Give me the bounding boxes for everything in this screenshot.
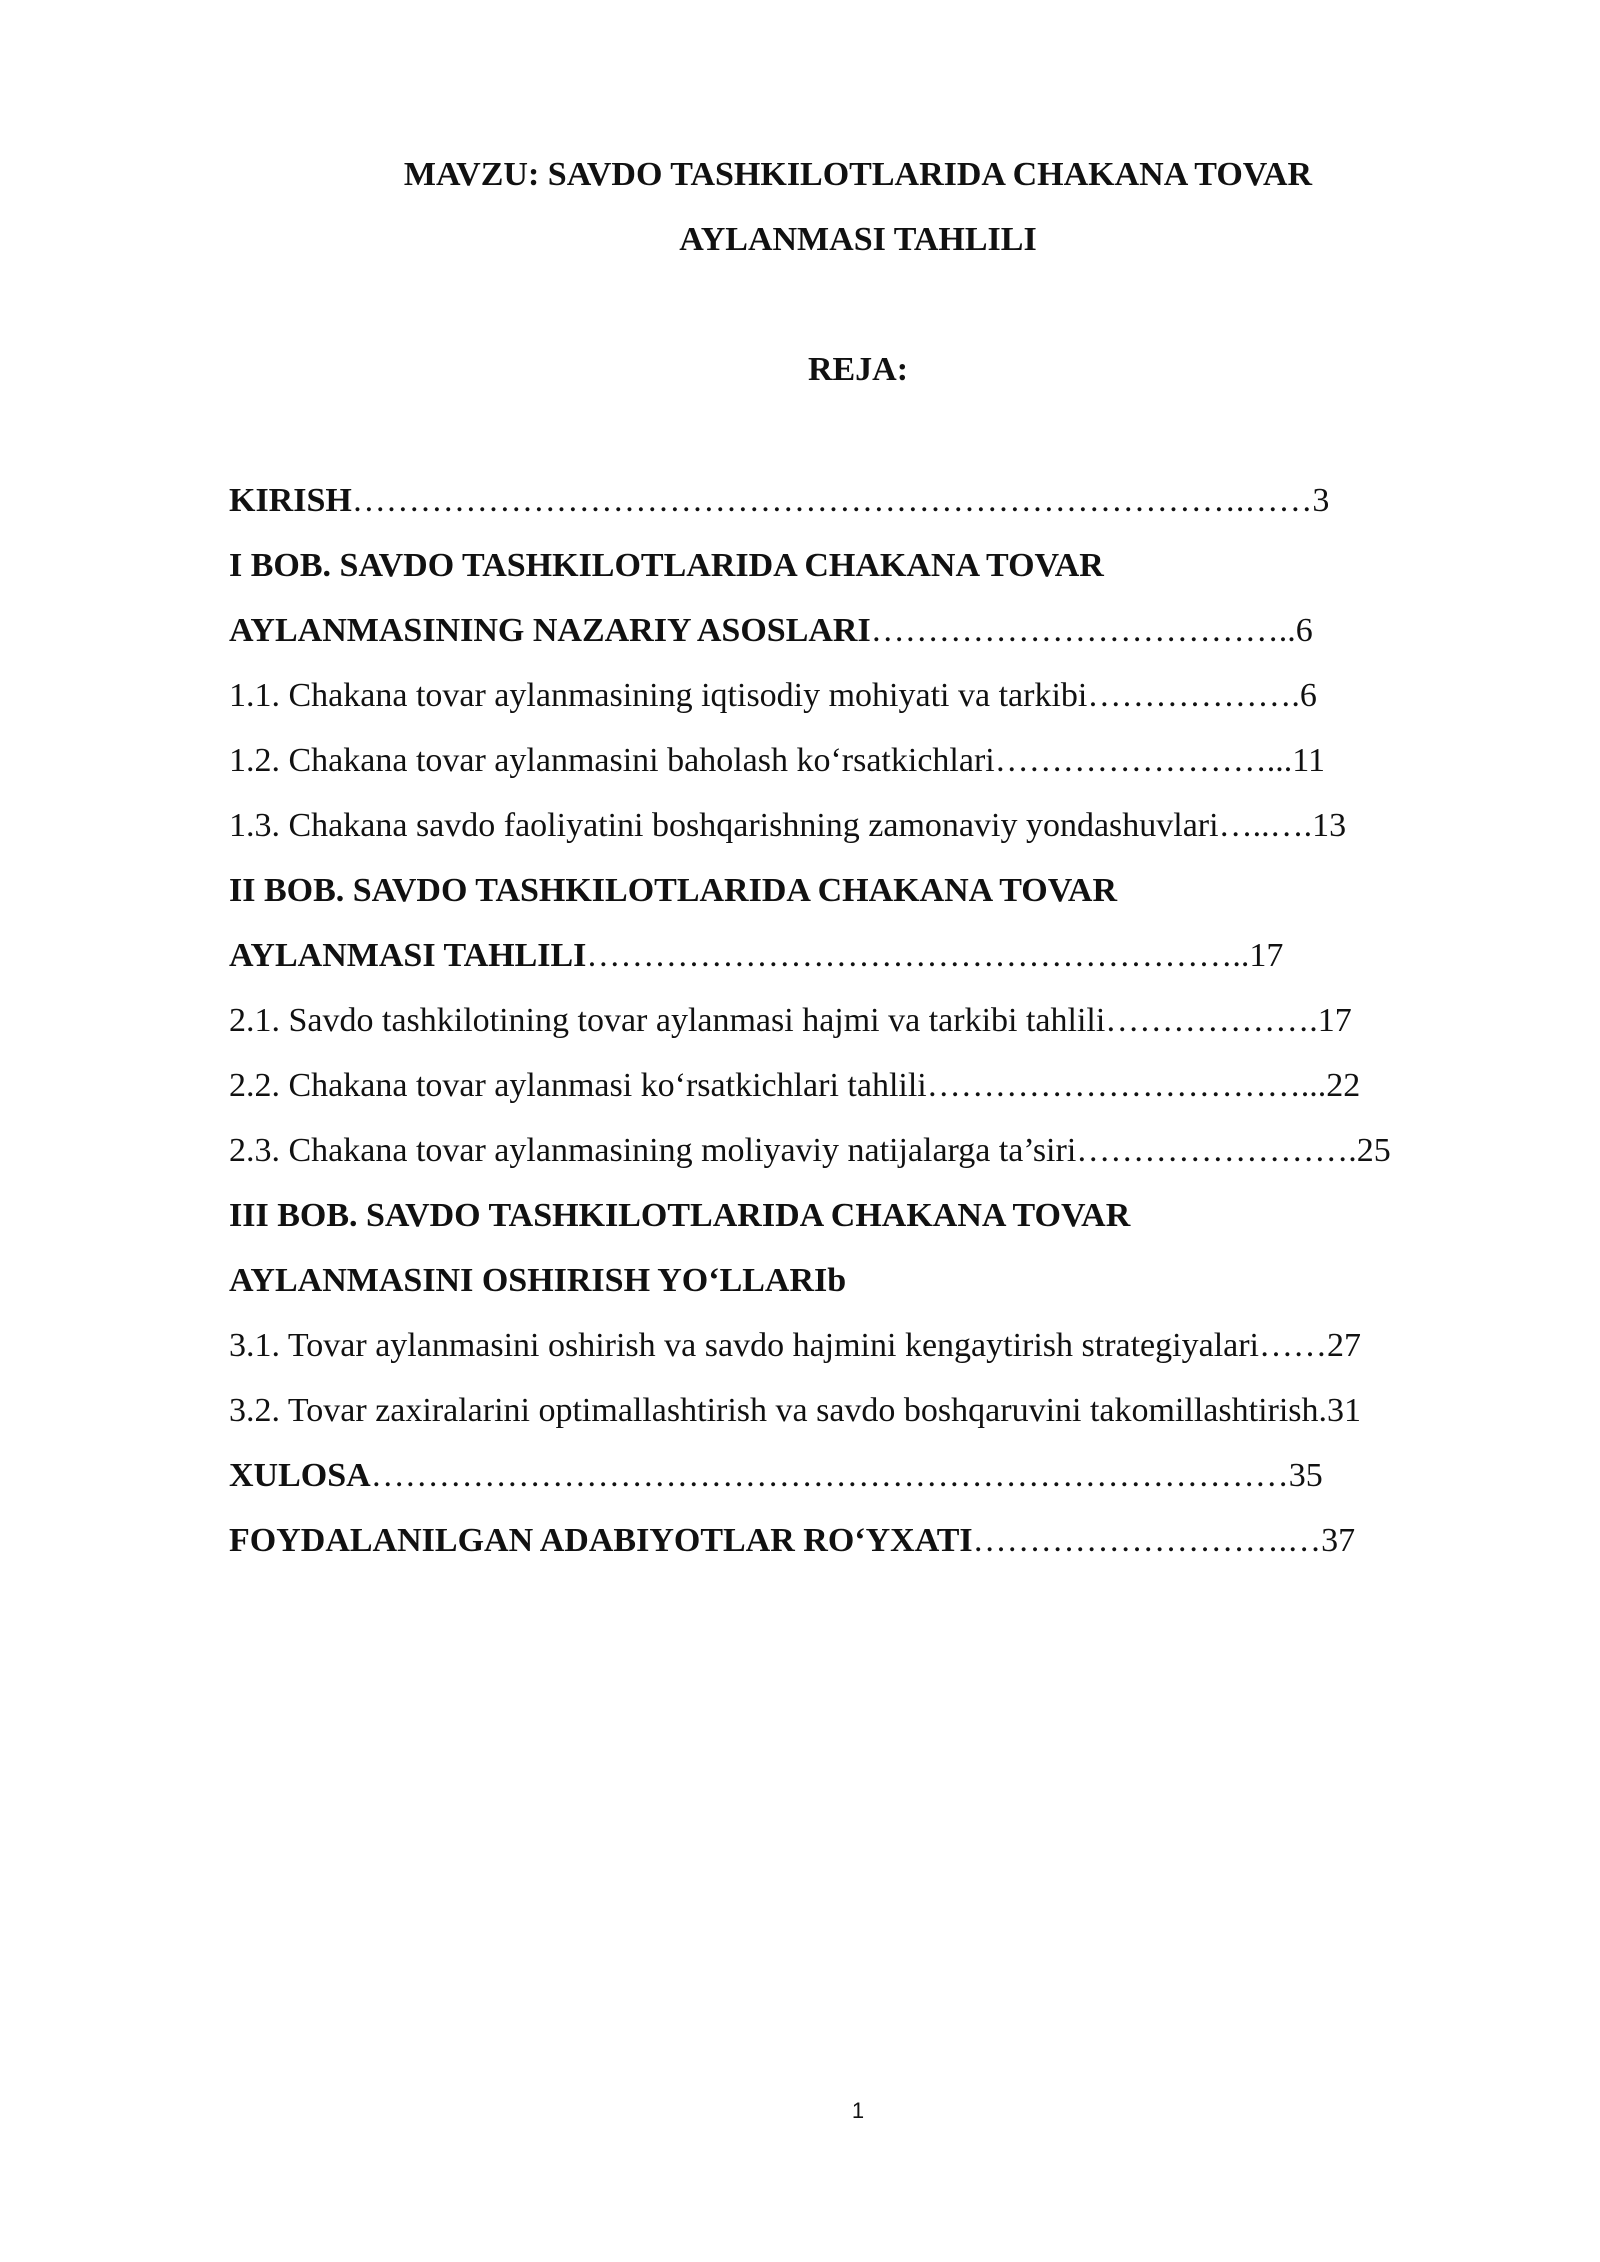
toc-entry-leader-dots: ……………………... — [994, 742, 1293, 779]
toc-entry[interactable] — [229, 738, 1489, 803]
toc-entry[interactable] — [229, 1193, 1489, 1258]
toc-entry[interactable] — [229, 868, 1489, 933]
toc-entry[interactable] — [229, 543, 1489, 608]
document-title-line-1: MAVZU: SAVDO TASHKILOTLARIDA CHAKANA TOVAR — [403, 156, 1313, 193]
toc-entry-page: 17 — [1249, 937, 1284, 974]
toc-entry-text: II BOB. SAVDO TASHKILOTLARIDA CHAKANA TOVAR — [229, 872, 1118, 909]
toc-entry-page: 11 — [1292, 742, 1325, 779]
toc-entry-leader-dots: ………………. — [1087, 677, 1300, 714]
toc-entry-page: 35 — [1288, 1457, 1323, 1494]
toc-entry-page: 31 — [1327, 1392, 1362, 1429]
toc-entry-page: 3 — [1312, 482, 1330, 519]
page-number: 1 — [851, 2098, 865, 2123]
toc-entry[interactable] — [229, 1258, 1489, 1323]
toc-entry[interactable] — [229, 1063, 1489, 1128]
toc-entry-text: 3.2. Tovar zaxiralarini optimallashtirish va savdo boshqaruvini takomillashtirish. — [229, 1392, 1328, 1429]
toc-entry-text: 3.1. Tovar aylanmasini oshirish va savdo hajmini kengaytirish strategiyalari — [229, 1327, 1259, 1364]
toc-entry[interactable] — [229, 1388, 1489, 1453]
toc-entry-page: 27 — [1327, 1327, 1361, 1364]
toc-entry-text: AYLANMASINING NAZARIY ASOSLARI — [229, 612, 871, 649]
toc-entry-page: 6 — [1299, 677, 1317, 714]
toc-entry-leader-dots: …..…. — [1218, 807, 1313, 844]
toc-entry-text: XULOSA — [229, 1457, 371, 1494]
toc-entry[interactable] — [229, 1323, 1489, 1388]
toc-entry-leader-dots: ………………. — [1105, 1002, 1318, 1039]
toc-entry-page: 13 — [1312, 807, 1347, 844]
toc-entry-leader-dots: ……………………. — [1076, 1132, 1357, 1169]
toc-entry[interactable] — [229, 1453, 1489, 1518]
toc-entry-text: 1.3. Chakana savdo faoliyatini boshqarishning zamonaviy yondashuvlari — [229, 807, 1219, 844]
toc-entry[interactable] — [229, 1128, 1489, 1193]
toc-entry-leader-dots: ………………………………………………….. — [586, 937, 1250, 974]
toc-entry-text: 1.2. Chakana tovar aylanmasini baholash ko‘rsatkichlari — [229, 742, 995, 779]
toc-entry-leader-dots: ……………………………... — [926, 1067, 1327, 1104]
toc-entry[interactable] — [229, 998, 1489, 1063]
toc-entry-text: III BOB. SAVDO TASHKILOTLARIDA CHAKANA TOVAR — [229, 1197, 1131, 1234]
toc-entry[interactable] — [229, 673, 1489, 738]
toc-entry-text: AYLANMASI TAHLILI — [229, 937, 587, 974]
toc-entry-leader-dots: ……………………………….. — [870, 612, 1296, 649]
document-title-line-2: AYLANMASI TAHLILI — [679, 221, 1037, 258]
toc-entry-text: 2.2. Chakana tovar aylanmasi ko‘rsatkichlari tahlili — [229, 1067, 927, 1104]
toc-entry[interactable] — [229, 478, 1489, 543]
toc-entry-text: 2.1. Savdo tashkilotining tovar aylanmasi hajmi va tarkibi tahlili — [229, 1002, 1106, 1039]
toc-entry-text: FOYDALANILGAN ADABIYOTLAR RO‘YXATI — [229, 1522, 973, 1559]
toc-entry[interactable] — [229, 608, 1489, 673]
toc-entry-page: 6 — [1295, 612, 1313, 649]
toc-entry-leader-dots: …… — [1259, 1327, 1327, 1364]
toc-entry-text: 2.3. Chakana tovar aylanmasining moliyaviy natijalarga ta’siri — [229, 1132, 1077, 1169]
toc-entry[interactable] — [229, 933, 1489, 998]
toc-entry-leader-dots: …………………………………………………………………….…… — [351, 482, 1313, 519]
toc-entry-text: I BOB. SAVDO TASHKILOTLARIDA CHAKANA TOVAR — [229, 547, 1104, 584]
toc-entry-text: KIRISH — [229, 482, 352, 519]
toc-entry-leader-dots: ……………………….… — [972, 1522, 1322, 1559]
toc-entry-text: AYLANMASINI OSHIRISH YO‘LLARIb — [229, 1262, 847, 1299]
toc-entry-page: 17 — [1317, 1002, 1352, 1039]
toc-entry-page: 25 — [1356, 1132, 1391, 1169]
toc-entry-page: 22 — [1326, 1067, 1361, 1104]
toc-entry-page: 37 — [1321, 1522, 1356, 1559]
table-of-contents — [229, 478, 1489, 1583]
plan-heading: REJA: — [807, 351, 909, 388]
toc-entry[interactable] — [229, 803, 1489, 868]
toc-entry-text: 1.1. Chakana tovar aylanmasining iqtisodiy mohiyati va tarkibi — [229, 677, 1088, 714]
toc-entry[interactable] — [229, 1518, 1489, 1583]
toc-entry-leader-dots: ……………………………………………………………………… — [370, 1457, 1289, 1494]
